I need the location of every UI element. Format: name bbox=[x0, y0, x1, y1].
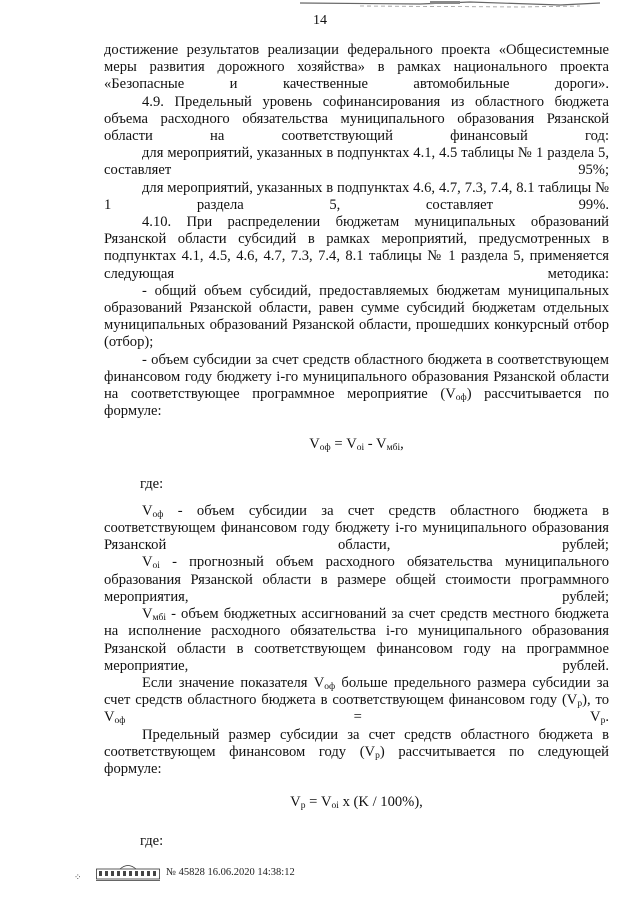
definition-v-oi: $V_{oi}$ - прогнозный объем расходного обязательства муниципального образования Рязанской области в размере общей стоимости программного мероприятия, рублей; bbox=[104, 554, 609, 605]
document-body bbox=[104, 42, 609, 861]
paragraph-4-10: 4.10. При распределении бюджетам муниципальных образований Рязанской области субсидий в рамках мероприятий, предусмотренных в подпунктах 4.1, 4.5, 4.6, 4.7, 7.3, 7.4, 8.1 таблицы № 1 раздела 5, применяется следующая методика: bbox=[104, 214, 609, 282]
paragraph-limit-formula-intro: Предельный размер субсидии за счет средств областного бюджета в соответствующем финансовом году $(V_р)$ рассчитывается по следующей формуле: bbox=[104, 726, 609, 777]
paragraph-total-subsidies: - общий объем субсидий, предоставляемых бюджетам муниципальных образований Рязанской области, равен сумме субсидий бюджетам отдельных муниципальных образований Рязанской области, прошедших конкурсный отбор (отбор); bbox=[104, 282, 609, 351]
definition-v-of: $V_{оф}$ - объем субсидии за счет средств областного бюджета в соответствующем финансовом году бюджету i-го муниципального образования Рязанской области, рублей; bbox=[104, 502, 609, 554]
scan-artifact-top bbox=[0, 0, 640, 14]
document-registration-number: № 45828 16.06.2020 14:38:12 bbox=[166, 866, 295, 878]
formula-limit: $V_р = V_{oi}$ x (K / 100%), bbox=[290, 794, 423, 812]
paragraph-cofinancing-95: для мероприятий, указанных в подпунктах 4.1, 4.5 таблицы № 1 раздела 5, составляет 95%; bbox=[104, 145, 609, 179]
paragraph-continuation: достижение результатов реализации федерального проекта «Общесистемные меры развития дорожного хозяйства» в рамках национального проекта «Безопасные и качественные автомобильные дороги». bbox=[104, 42, 609, 93]
paragraph-subsidy-volume: - объем субсидии за счет средств областного бюджета в соответствующем финансовом году бюджету i-го муниципального образования Рязанской области на соответствующее программное мероприятие $(V_{оф})$ рассчитывается по формуле: bbox=[104, 351, 609, 420]
margin-marks: ⁘ bbox=[74, 872, 82, 882]
where-label-2: где: bbox=[140, 833, 164, 850]
where-label: где: bbox=[140, 475, 164, 492]
footer bbox=[96, 862, 295, 882]
paragraph-limit-condition: Если значение показателя $V_{оф}$ больше предельного размера субсидии за счет средств областного бюджета в соответствующем финансовом году $(V_р)$, то $V_{оф} = V_р$. bbox=[104, 674, 609, 727]
formula-subsidy: $V_{оф} = V_{oi} - V_{мбi}$, bbox=[309, 436, 404, 454]
page-number: 14 bbox=[313, 13, 327, 28]
definition-v-mbi: $V_{мбi}$ - объем бюджетных ассигнований за счет средств местного бюджета на исполнение расходного обязательства i-го муниципального образования Рязанской области в соответствующем финансовом году на программное мероприятие, рублей. bbox=[104, 606, 609, 674]
registry-stamp-icon bbox=[96, 863, 160, 881]
paragraph-cofinancing-99: для мероприятий, указанных в подпунктах 4.6, 4.7, 7.3, 7.4, 8.1 таблицы № 1 раздела 5, составляет 99%. bbox=[104, 179, 609, 213]
paragraph-4-9: 4.9. Предельный уровень софинансирования из областного бюджета объема расходного обязательства муниципального образования Рязанской области на соответствующий финансовый год: bbox=[104, 93, 609, 145]
